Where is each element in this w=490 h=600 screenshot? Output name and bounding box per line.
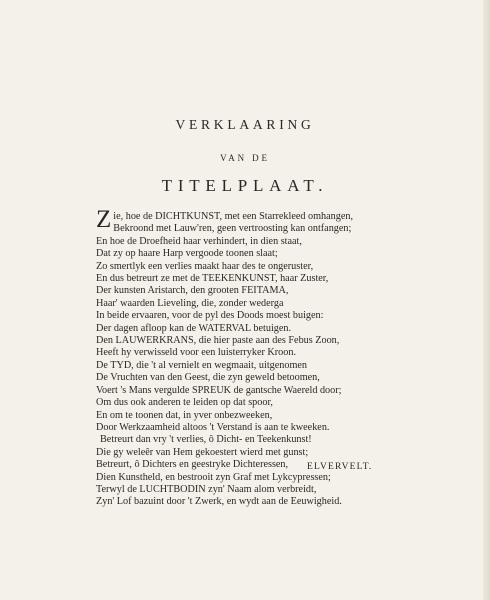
- poem-line: Om dus ook anderen te leiden op dat spoor,: [96, 397, 273, 409]
- poem-line: Zo smertlyk een verlies maakt haar des te ongeruster,: [96, 260, 314, 272]
- poem-line: Door Werkzaamheid altoos 't Verstand is aan te kweeken.: [96, 421, 330, 433]
- poem-line: En hoe de Droefheid haar verhindert, in dien staat,: [96, 235, 302, 247]
- poem-line: Haar' waarden Lieveling, die, zonder wederga: [96, 297, 284, 309]
- poem-line: Heeft hy verwisseld voor een luisterryker Kroon.: [96, 347, 297, 359]
- poem-line: Den LAUWERKRANS, die hier paste aan des Febus Zoon,: [96, 335, 340, 347]
- poem-line: Voert 's Mans vergulde SPREUK de gantsche Waereld door;: [96, 384, 342, 396]
- poem-line: De Vruchten van den Geest, die zyn geweld betoomen,: [96, 372, 320, 384]
- poem-line: ie, hoe de DICHTKUNST, met een Starrekleed omhangen,: [113, 211, 353, 222]
- poem-line: Bekroond met Lauw'ren, geen vertroosting kan ontfangen;: [113, 223, 352, 235]
- poem-line: Der kunsten Aristarch, den grooten FEITAMA,: [96, 285, 289, 297]
- poem-line: Dien Kunstheld, en bestrooit zyn Graf met Lykcypressen;: [96, 471, 331, 483]
- author-signature: ELVERVELT.: [307, 462, 373, 472]
- poem-line: Betreurt, ô Dichters en geestryke Dichteressen,: [96, 459, 289, 471]
- paper-edge: [483, 0, 490, 600]
- poem-line: Betreurt dan vry 't verlies, ô Dicht- en Teekenkunst!: [100, 434, 312, 446]
- poem-line: Die gy weleêr van Hem gekoestert wierd met gunst;: [96, 446, 309, 458]
- heading-verklaring: VERKLAARING: [175, 117, 315, 132]
- poem-line: En om te toonen dat, in yver onbezweeken,: [96, 409, 273, 421]
- poem-line: En dus betreurt ze met de TEEKENKUNST, haar Zuster,: [96, 273, 329, 285]
- poem-line: De TYD, die 't al vernielt en wegmaait, uitgenomen: [96, 359, 307, 371]
- poem-line: Terwyl de LUCHTBODIN zyn' Naam alom verbreidt,: [96, 483, 317, 495]
- poem-line: Zyn' Lof bazuint door 't Zwerk, en wydt aan de Eeuwigheid.: [96, 496, 342, 508]
- poem-line: In beide ervaaren, voor de pyl des Doods moest buigen:: [96, 310, 324, 322]
- poem-body: [96, 206, 476, 509]
- poem-line: Dat zy op haare Harp vergoode toonen slaat;: [96, 248, 278, 260]
- poem-line: Der dagen afloop kan de WATERVAL betuigen.: [96, 322, 292, 334]
- poem-initial: Z: [96, 206, 112, 233]
- heading-titelplaat: TITELPLAAT.: [161, 176, 329, 195]
- heading-van-de: VAN DE: [220, 153, 270, 163]
